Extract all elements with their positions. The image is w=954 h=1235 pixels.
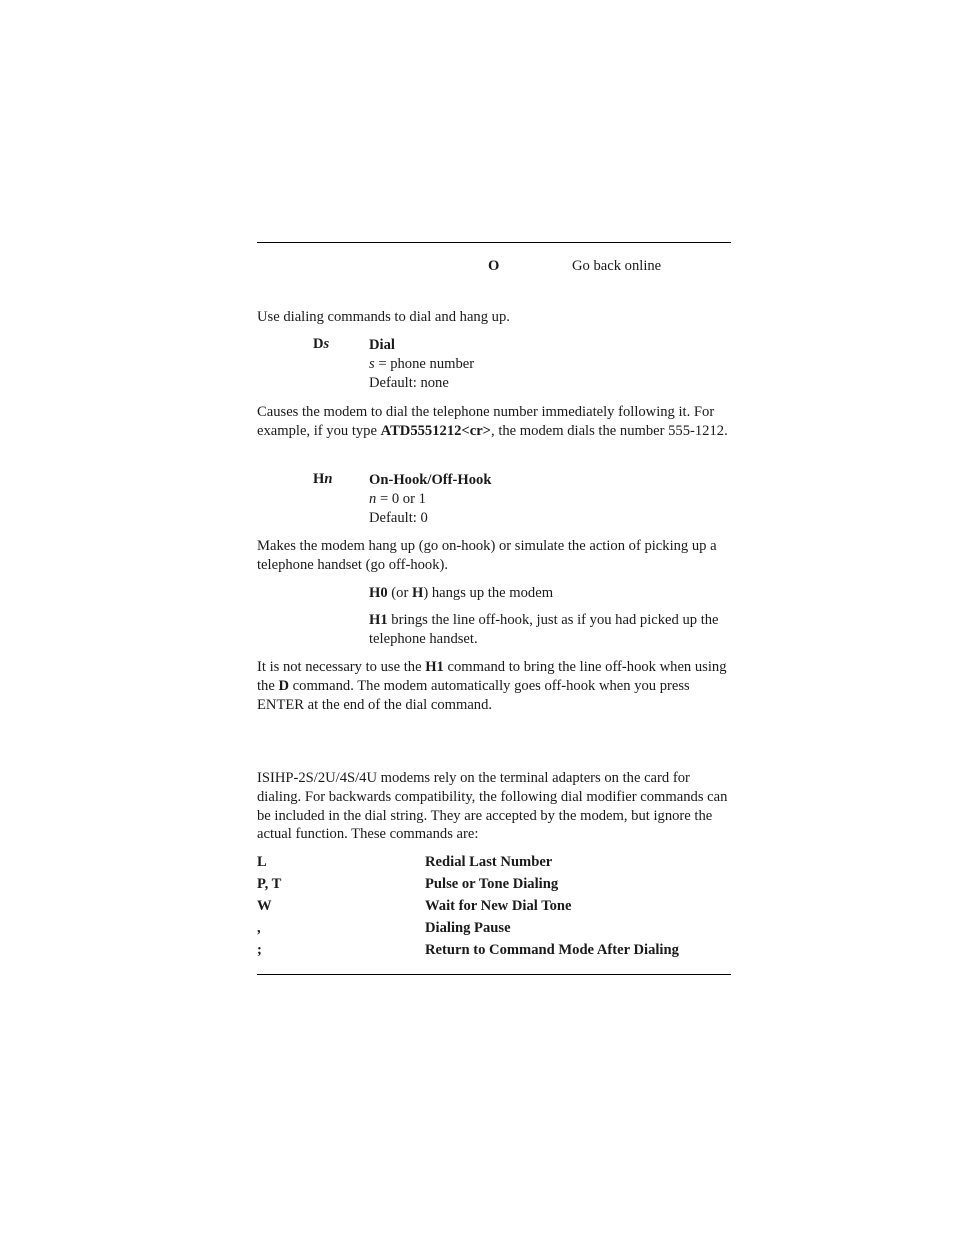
dial-title: Dial (369, 337, 395, 353)
h1-description: H1 brings the line off-hook, just as if you had picked up the telephone handset. (369, 612, 719, 647)
bottom-rule (257, 974, 731, 975)
modifier-key: , (257, 920, 261, 936)
modifier-label: Wait for New Dial Tone (425, 898, 572, 914)
modifier-row (257, 898, 731, 920)
modifier-row (257, 854, 731, 876)
modifier-row (257, 942, 731, 964)
modifier-key: ; (257, 942, 262, 958)
hook-command: Hn (313, 471, 333, 487)
dial-command-details (369, 336, 474, 393)
modifier-label: Pulse or Tone Dialing (425, 876, 559, 892)
top-rule (257, 242, 731, 243)
modifier-label: Dialing Pause (425, 920, 511, 936)
modifier-label: Return to Command Mode After Dialing (425, 942, 679, 958)
hook-command-details (369, 471, 491, 528)
dialing-intro: Use dialing commands to dial and hang up. (257, 309, 510, 325)
modifier-row (257, 920, 731, 942)
hook-title: On-Hook/Off-Hook (369, 472, 492, 488)
dial-default: Default: none (369, 375, 449, 391)
hook-description: Makes the modem hang up (go on-hook) or simulate the action of picking up a telephone handset (go off-hook). (257, 538, 717, 573)
hook-param: n = 0 or 1 (369, 491, 426, 507)
online-command-desc: Go back online (572, 258, 662, 274)
modifier-key: L (257, 854, 267, 870)
modifier-row (257, 876, 731, 898)
dial-description: Causes the modem to dial the telephone number immediately following it. For example, if you type ATD5551212<cr>, the modem dials the number 555-1212. (257, 404, 728, 439)
online-command: O (488, 258, 500, 274)
modifier-label: Redial Last Number (425, 854, 553, 870)
hook-default: Default: 0 (369, 510, 428, 526)
h0-description: H0 (or H) hangs up the modem (369, 585, 554, 601)
dial-command: Ds (313, 336, 330, 352)
modifier-key: P, T (257, 876, 282, 892)
dial-param: s = phone number (369, 356, 475, 372)
modifiers-intro: ISIHP-2S/2U/4S/4U modems rely on the terminal adapters on the card for dialing. For backwards compatibility, the following dial modifier commands can be included in the dial string. They are accepted by the modem, but ignore the actual function. These commands are: (257, 770, 728, 843)
offhook-note: It is not necessary to use the H1 command to bring the line off-hook when using the D command. The modem automatically goes off-hook when you press ENTER at the end of the dial command. (257, 659, 727, 713)
modifier-key: W (257, 898, 272, 914)
